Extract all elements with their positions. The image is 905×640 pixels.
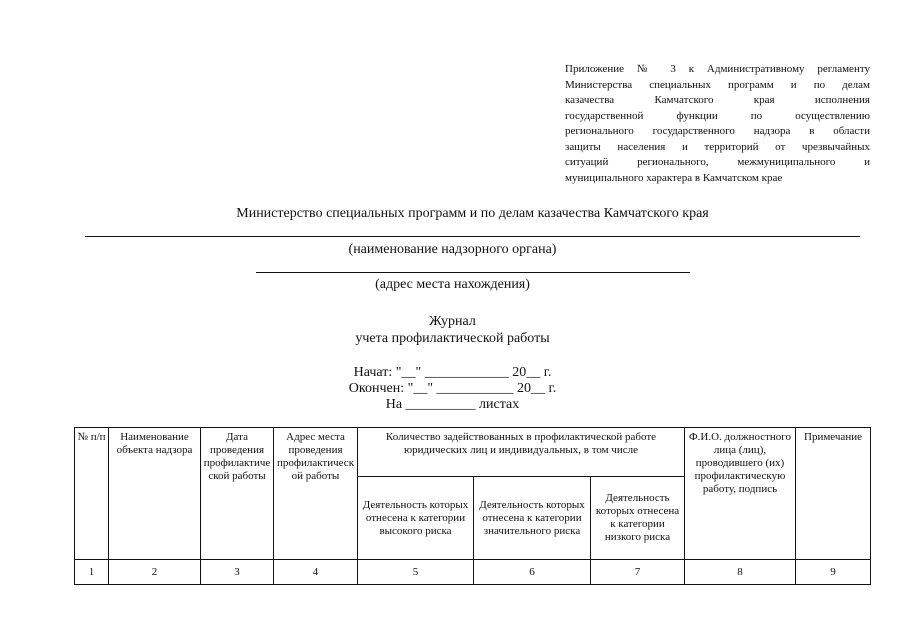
appendix-block: [565, 62, 870, 186]
header-col-address: Адрес места проведения профилактической работы: [274, 428, 358, 560]
started-date: Начат: "__" ____________ 20__ г.: [353, 365, 552, 380]
header-col-note: Примечание: [796, 428, 871, 560]
header-col-object: Наименование объекта надзора: [109, 428, 201, 560]
finished-date: Окончен: "__" ___________ 20__ г.: [348, 381, 557, 396]
column-number: 1: [75, 560, 109, 585]
journal-table: [74, 427, 871, 585]
header-col-low-risk: Деятельность которых отнесена к категории низкого риска: [591, 477, 685, 560]
column-number: 8: [685, 560, 796, 585]
ministry-name: Министерство специальных программ и по делам казачества Камчатского края: [236, 206, 709, 221]
column-number: 7: [591, 560, 685, 585]
appendix-line: казачества Камчатского края исполнения: [565, 94, 870, 106]
column-number: 9: [796, 560, 871, 585]
appendix-line: государственной функции по осуществлению: [565, 109, 870, 122]
sheets-count: На __________ листах: [385, 397, 520, 412]
appendix-line: Министерства специальных программ и по делам: [565, 78, 870, 91]
appendix-line: регионального государственного надзора в области: [565, 125, 870, 137]
header-col-no: № п/п: [75, 428, 109, 560]
column-number: 3: [201, 560, 274, 585]
header-col-high-risk: Деятельность которых отнесена к категории высокого риска: [358, 477, 474, 560]
column-number: 2: [109, 560, 201, 585]
address-underline: [256, 272, 690, 273]
appendix-line: муниципального характера в Камчатском крае: [565, 171, 783, 184]
journal-subtitle: учета профилактической работы: [355, 331, 550, 346]
column-numbers-row: [75, 560, 871, 585]
authority-caption: (наименование надзорного органа): [348, 242, 557, 257]
appendix-line: защиты населения и территорий от чрезвычайных: [565, 140, 870, 153]
column-number: 6: [474, 560, 591, 585]
appendix-line: ситуаций регионального, межмуниципального и: [565, 156, 870, 168]
header-col-significant-risk: Деятельность которых отнесена к категории значительного риска: [474, 477, 591, 560]
header-col-group: Количество задействованных в профилактической работе юридических лиц и индивидуальных, в том числе: [358, 428, 685, 477]
header-col-person: Ф.И.О. должностного лица (лиц), проводившего (их) профилактическую работу, подпись: [685, 428, 796, 560]
column-number: 5: [358, 560, 474, 585]
authority-underline: [85, 236, 860, 237]
journal-title: Журнал: [429, 314, 476, 329]
appendix-line: Приложение № 3 к Административному регламенту: [565, 63, 870, 75]
header-col-date: Дата проведения профилактической работы: [201, 428, 274, 560]
address-caption: (адрес места нахождения): [375, 277, 530, 292]
column-number: 4: [274, 560, 358, 585]
